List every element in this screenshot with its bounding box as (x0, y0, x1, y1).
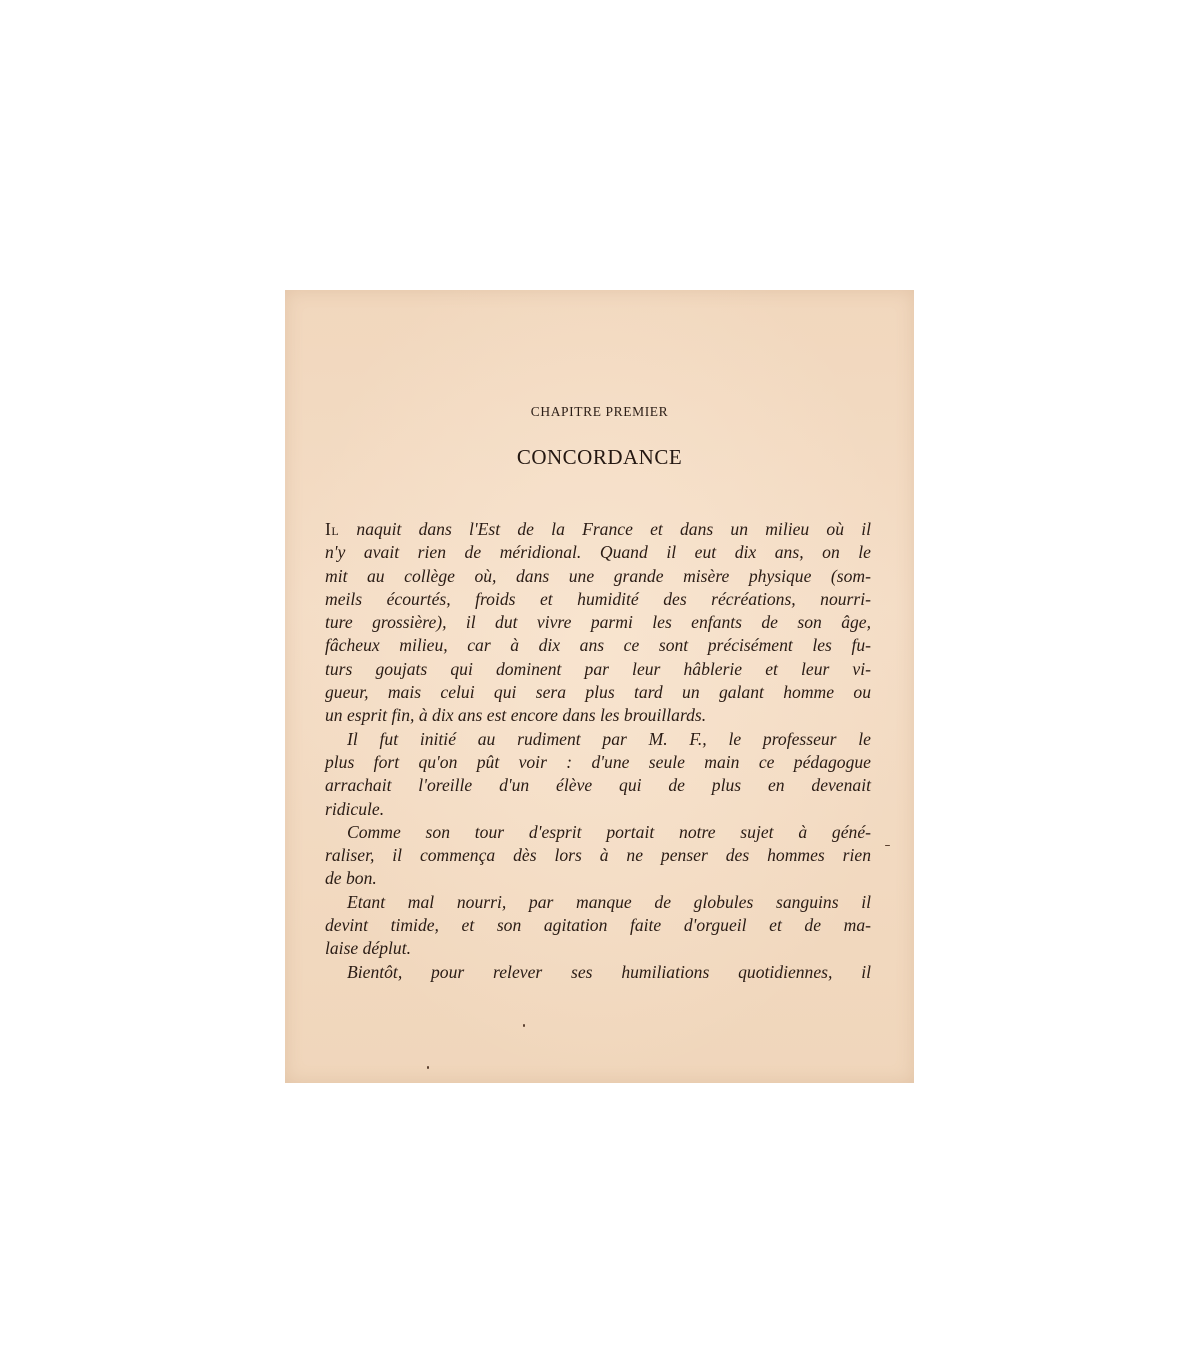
text-line: de bon. (325, 868, 377, 889)
text-line: fâcheux milieu, car à dix ans ce sont précisément les fu- (325, 635, 871, 656)
text-line: laise déplut. (325, 938, 412, 959)
text-line: raliser, il commença dès lors à ne penser des hommes rien (325, 845, 871, 866)
text-line: plus fort qu'on pût voir : d'une seule main ce pédagogue (325, 751, 871, 772)
chapter-body (325, 518, 871, 984)
text-line: arrachait l'oreille d'un élève qui de plus en devenait (325, 775, 871, 796)
text-line: Comme son tour d'esprit portait notre sujet à géné- (347, 821, 871, 842)
text-line: gueur, mais celui qui sera plus tard un galant homme ou (325, 682, 871, 703)
text-line: ridicule. (325, 798, 385, 819)
chapter-title: CONCORDANCE (516, 445, 683, 469)
text-line: turs goujats qui dominent par leur hâblerie et leur vi- (325, 658, 871, 679)
paragraph-5 (325, 961, 871, 984)
paper-speck (427, 1066, 429, 1069)
text-line: n'y avait rien de méridional. Quand il eut dix ans, on le (325, 542, 871, 563)
text-line: meils écourtés, froids et humidité des récréations, nourri- (325, 588, 871, 609)
text-line: Il fut initié au rudiment par M. F., le professeur le (347, 728, 871, 749)
text-line-content: naquit dans l'Est de la France et dans un milieu où il (339, 519, 871, 539)
paragraph-4 (325, 891, 871, 961)
chapter-label: CHAPITRE PREMIER (530, 404, 669, 419)
text-line: Bientôt, pour relever ses humiliations quotidiennes, il (347, 961, 871, 982)
paper-speck (885, 845, 890, 846)
paragraph-2 (325, 728, 871, 821)
text-line: devint timide, et son agitation faite d'orgueil et de ma- (325, 915, 871, 936)
dropcap: Il (325, 519, 340, 539)
text-line: mit au collège où, dans une grande misère physique (som- (325, 565, 871, 586)
text-line: un esprit fin, à dix ans est encore dans les brouillards. (325, 705, 707, 726)
text-line: Etant mal nourri, par manque de globules sanguins il (347, 891, 871, 912)
paragraph-3 (325, 821, 871, 891)
text-line: ture grossière), il dut vivre parmi les enfants de son âge, (325, 612, 871, 633)
book-page (285, 290, 914, 1083)
text-line (325, 518, 871, 541)
paper-speck (523, 1024, 525, 1027)
paragraph-1 (325, 518, 871, 728)
